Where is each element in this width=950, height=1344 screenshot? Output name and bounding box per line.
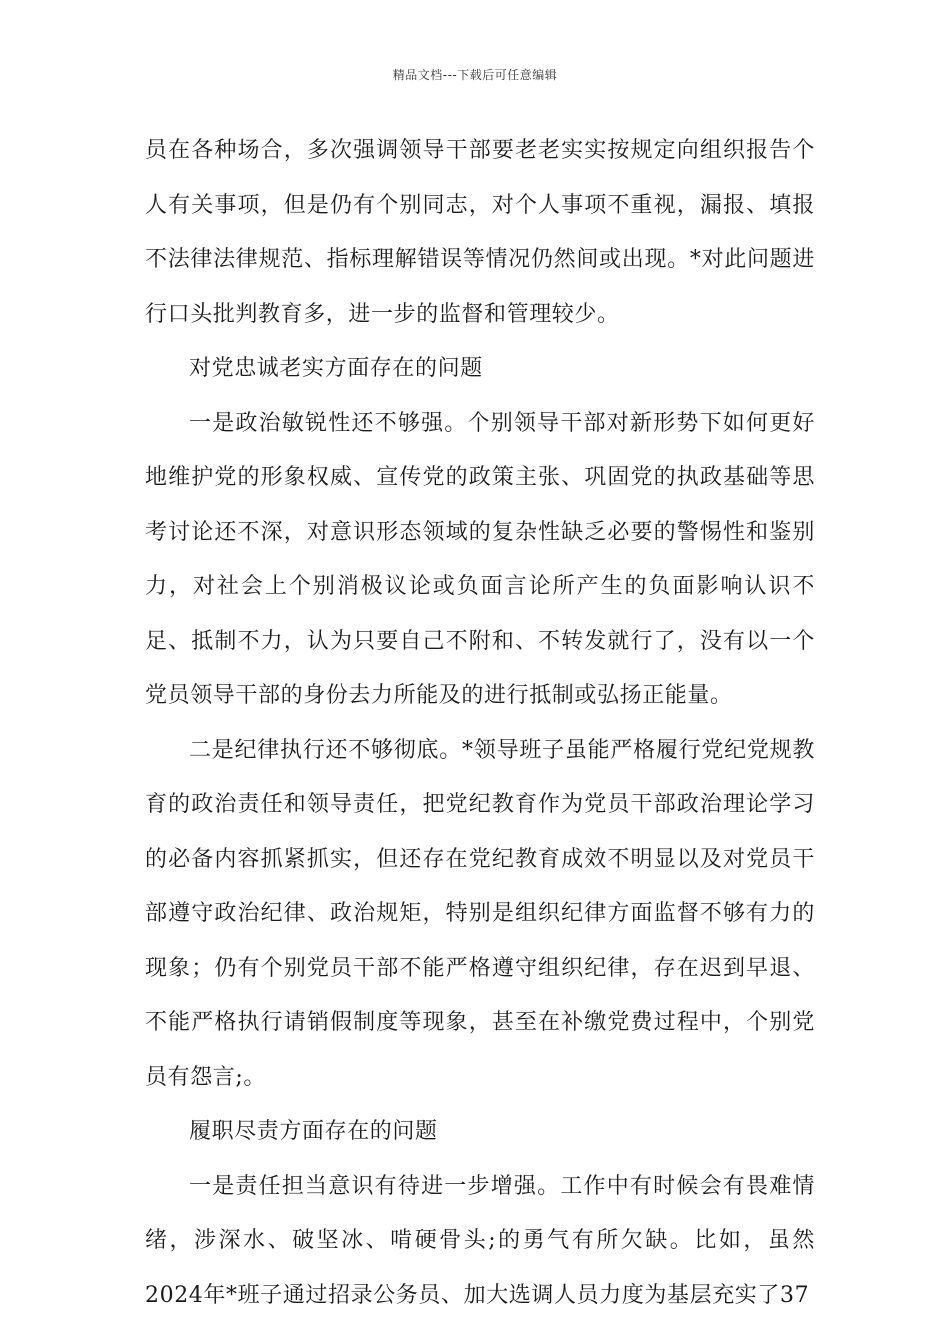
paragraph-discipline: 二是纪律执行还不够彻底。*领导班子虽能严格履行党纪党规教育的政治责任和领导责任，把党纪教育作为党员干部政治理论学习的必备内容抓紧抓实，但还存在党纪教育成效不明显以及对党员干部遵守政治纪律、政治规矩，特别是组织纪律方面监督不够有力的现象；仍有个别党员干部不能严格遵守组织纪律，存在迟到早退、不能严格执行请销假制度等现象，甚至在补缴党费过程中，个别党员有怨言;。 — [145, 737, 815, 1090]
section-heading-loyalty: 对党忠诚老实方面存在的问题 — [189, 356, 483, 381]
paragraph-continuation: 员在各种场合，多次强调领导干部要老老实实按规定向组织报告个人有关事项，但是仍有个别同志，对个人事项不重视，漏报、填报不法律法律规范、指标理解错误等情况仍然间或出现。*对此问题进行口头批判教育多，进一步的监督和管理较少。 — [145, 138, 815, 327]
paragraph-responsibility: 一是责任担当意识有待进一步增强。工作中有时候会有畏难情绪，涉深水、破坚冰、啃硬骨头;的勇气有所欠缺。比如，虽然2024年*班子通过招录公务员、加大选调人员力度为基层充实了37 — [145, 1173, 815, 1308]
document-body — [145, 124, 815, 1323]
paragraph-political-sensitivity: 一是政治敏锐性还不够强。个别领导干部对新形势下如何更好地维护党的形象权威、宣传党的政策主张、巩固党的执政基础等思考讨论还不深，对意识形态领域的复杂性缺乏必要的警惕性和鉴别力，对社会上个别消极议论或负面言论所产生的负面影响认识不足、抵制不力，认为只要自己不附和、不转发就行了，没有以一个党员领导干部的身份去力所能及的进行抵制或弘扬正能量。 — [145, 410, 815, 708]
page-header: 精品文档---下载后可任意编辑 — [392, 68, 558, 82]
section-heading-duty: 履职尽责方面存在的问题 — [189, 1119, 438, 1144]
